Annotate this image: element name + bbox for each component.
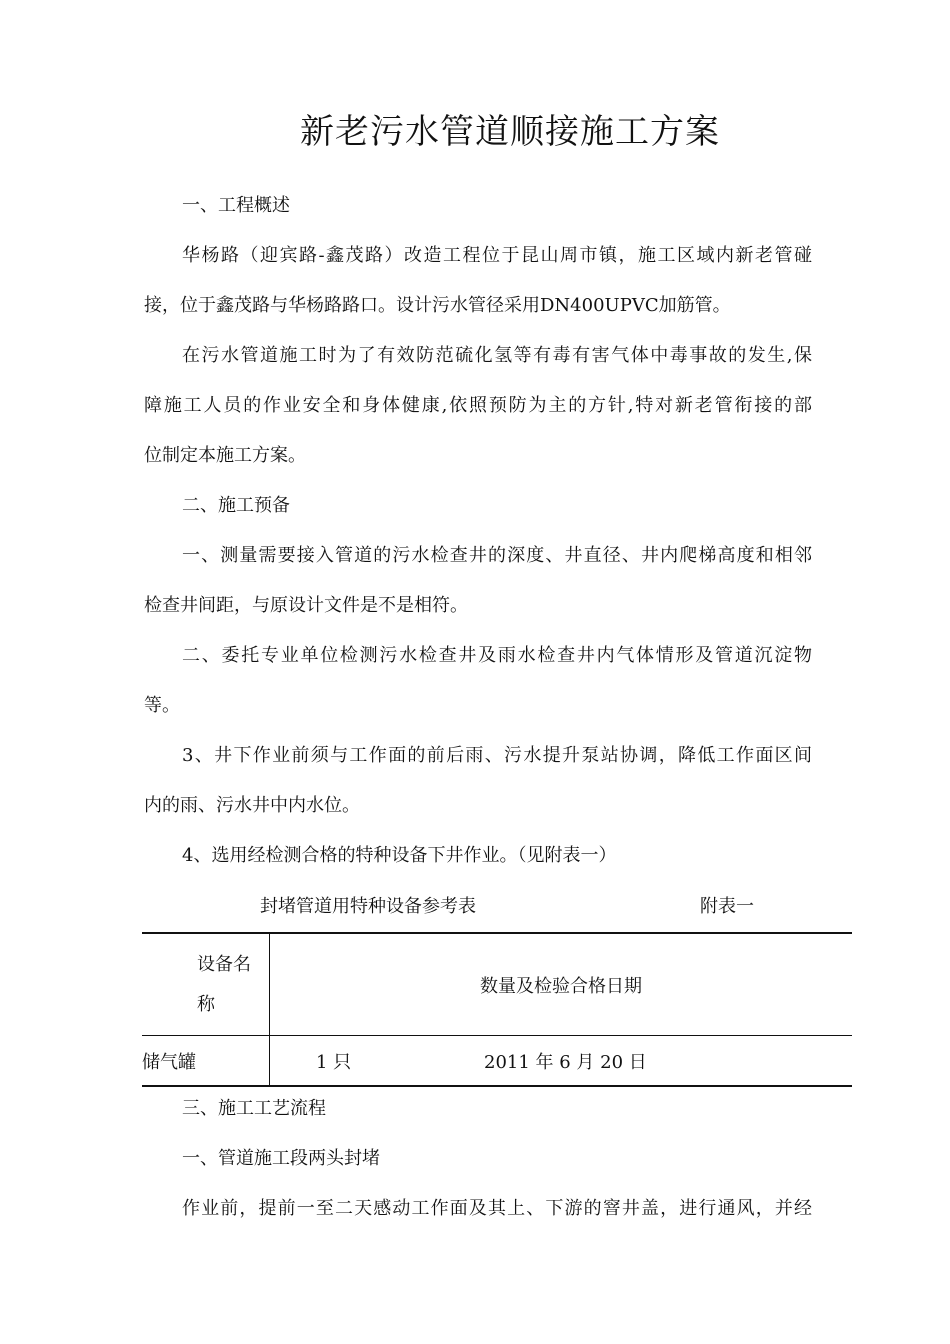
table-caption: 封堵管道用特种设备参考表 (260, 896, 476, 917)
header-equipment-name-line2: 称 (197, 993, 215, 1015)
list-item-line: 一、测量需要接入管道的污水检查井的深度、井直径、井内爬梯高度和相邻 (182, 545, 812, 566)
section-heading-process: 三、施工工艺流程 (182, 1098, 326, 1119)
table-header-cell (142, 933, 270, 1036)
list-item-line: 4、选用经检测合格的特种设备下井作业。（见附表一） (182, 845, 617, 866)
subsection-heading: 一、管道施工段两头封堵 (182, 1148, 380, 1169)
table-cell (270, 1036, 853, 1087)
appendix-label: 附表一 (700, 896, 754, 917)
header-quantity-date: 数量及检验合格日期 (270, 933, 853, 1036)
cell-equipment-name: 储气罐 (142, 1036, 270, 1087)
cell-quantity: 1 只 (316, 1052, 352, 1073)
list-item-line: 3、井下作业前须与工作面的前后雨、污水提升泵站协调，降低工作面区间 (182, 745, 812, 766)
table-header-row (142, 933, 852, 1036)
list-item-line: 内的雨、污水井中内水位。 (144, 795, 360, 816)
paragraph-line: 障施工人员的作业安全和身体健康,依照预防为主的方针,特对新老管衔接的部 (144, 395, 812, 416)
section-heading-preparation: 二、施工预备 (182, 495, 290, 516)
document-title: 新老污水管道顺接施工方案 (300, 112, 720, 152)
list-item-line: 等。 (144, 695, 180, 716)
list-item-line: 检查井间距，与原设计文件是不是相符。 (144, 595, 468, 616)
equipment-table (142, 932, 852, 1087)
table-row (142, 1036, 852, 1087)
paragraph-line: 华杨路（迎宾路-鑫茂路）改造工程位于昆山周市镇，施工区域内新老管碰 (182, 245, 812, 266)
paragraph-line: 在污水管道施工时为了有效防范硫化氢等有毒有害气体中毒事故的发生,保 (182, 345, 812, 366)
paragraph-line: 接，位于鑫茂路与华杨路路口。设计污水管径采用DN400UPVC加筋管。 (144, 295, 731, 316)
header-equipment-name-line1: 设备名 (197, 953, 251, 975)
section-heading-overview: 一、工程概述 (182, 195, 290, 216)
paragraph-line: 位制定本施工方案。 (144, 445, 306, 466)
list-item-line: 二、委托专业单位检测污水检查井及雨水检查井内气体情形及管道沉淀物 (182, 645, 812, 666)
paragraph-line: 作业前，提前一至二天感动工作面及其上、下游的窨井盖，进行通风，并经 (182, 1198, 812, 1219)
cell-inspection-date: 2011 年 6 月 20 日 (484, 1052, 647, 1073)
